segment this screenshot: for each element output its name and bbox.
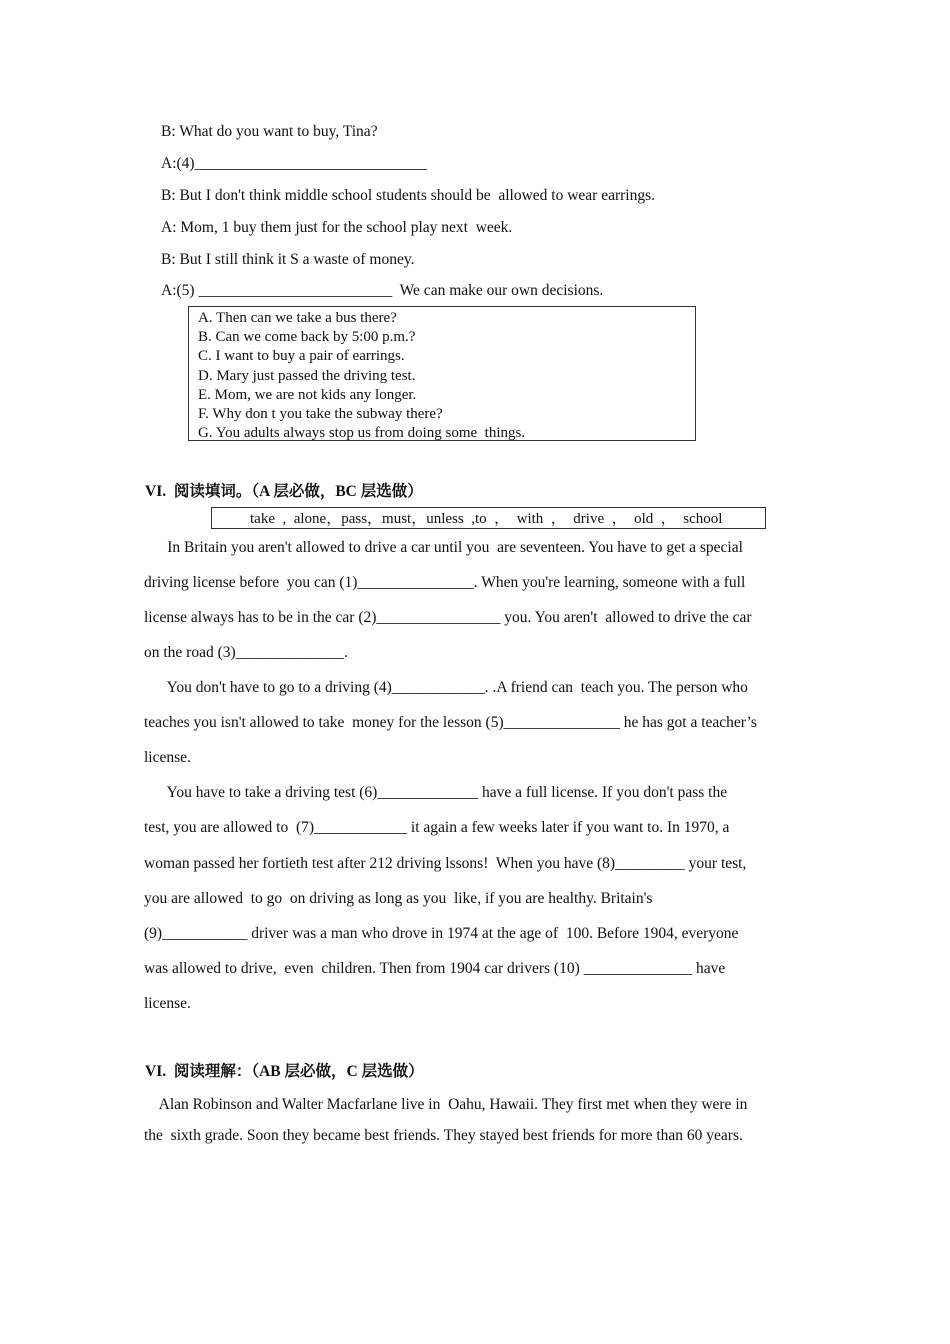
passage-line: on the road (3)______________. bbox=[144, 644, 349, 661]
passage-line: driving license before you can (1)_______________. When you're learning, someone with a full bbox=[144, 574, 746, 591]
option-item: G. You adults always stop us from doing some things. bbox=[198, 425, 526, 441]
passage-line: You don't have to go to a driving (4)____________. .A friend can teach you. The person who bbox=[144, 679, 748, 696]
passage-line: license. bbox=[144, 995, 191, 1012]
passage-line: In Britain you aren't allowed to drive a car until you are seventeen. You have to get a special bbox=[144, 539, 743, 556]
option-item: D. Mary just passed the driving test. bbox=[198, 368, 416, 384]
word-bank-text: take , alone，pass，must，unless ,to ， with ， drive ， old ， school bbox=[250, 511, 723, 527]
section-heading: VI. 阅读理解：（AB 层必做，C 层选做） bbox=[145, 1063, 424, 1080]
passage-line: license always has to be in the car (2)________________ you. You aren't allowed to drive the car bbox=[144, 609, 752, 626]
passage-line: the sixth grade. Soon they became best friends. They stayed best friends for more than 60 years. bbox=[144, 1127, 743, 1144]
dialogue-line: A: Mom, 1 buy them just for the school play next week. bbox=[161, 219, 513, 236]
passage-line: license. bbox=[144, 749, 191, 766]
passage-line: you are allowed to go on driving as long as you like, if you are healthy. Britain's bbox=[144, 890, 653, 907]
dialogue-line: B: But I don't think middle school students should be allowed to wear earrings. bbox=[161, 187, 655, 204]
passage-line: You have to take a driving test (6)_____________ have a full license. If you don't pass the bbox=[144, 784, 728, 801]
option-item: A. Then can we take a bus there? bbox=[198, 310, 397, 326]
option-item: B. Can we come back by 5:00 p.m.? bbox=[198, 329, 416, 345]
dialogue-line: A:(4)______________________________ bbox=[161, 155, 428, 172]
passage-line: Alan Robinson and Walter Macfarlane live in Oahu, Hawaii. They first met when they were in bbox=[144, 1096, 748, 1113]
passage-line: test, you are allowed to (7)____________ it again a few weeks later if you want to. In 1970, a bbox=[144, 819, 730, 836]
option-item: F. Why don t you take the subway there? bbox=[198, 406, 443, 422]
word-bank bbox=[211, 507, 766, 529]
passage-line: (9)___________ driver was a man who drove in 1974 at the age of 100. Before 1904, everyone bbox=[144, 925, 739, 942]
dialogue-line: B: But I still think it S a waste of money. bbox=[161, 251, 415, 268]
option-item: C. I want to buy a pair of earrings. bbox=[198, 348, 405, 364]
options-box bbox=[188, 306, 696, 441]
dialogue-line: B: What do you want to buy, Tina? bbox=[161, 123, 378, 140]
section-heading: VI. 阅读填词。（A 层必做，BC 层选做） bbox=[145, 483, 423, 500]
option-item: E. Mom, we are not kids any longer. bbox=[198, 387, 417, 403]
passage-line: teaches you isn't allowed to take money for the lesson (5)_______________ he has got a teacher’s bbox=[144, 714, 757, 731]
passage-line: was allowed to drive, even children. Then from 1904 car drivers (10) ______________ have bbox=[144, 960, 726, 977]
dialogue-line: A:(5) _________________________ We can make our own decisions. bbox=[161, 282, 604, 299]
passage-line: woman passed her fortieth test after 212 driving lssons! When you have (8)_________ your test, bbox=[144, 855, 747, 872]
